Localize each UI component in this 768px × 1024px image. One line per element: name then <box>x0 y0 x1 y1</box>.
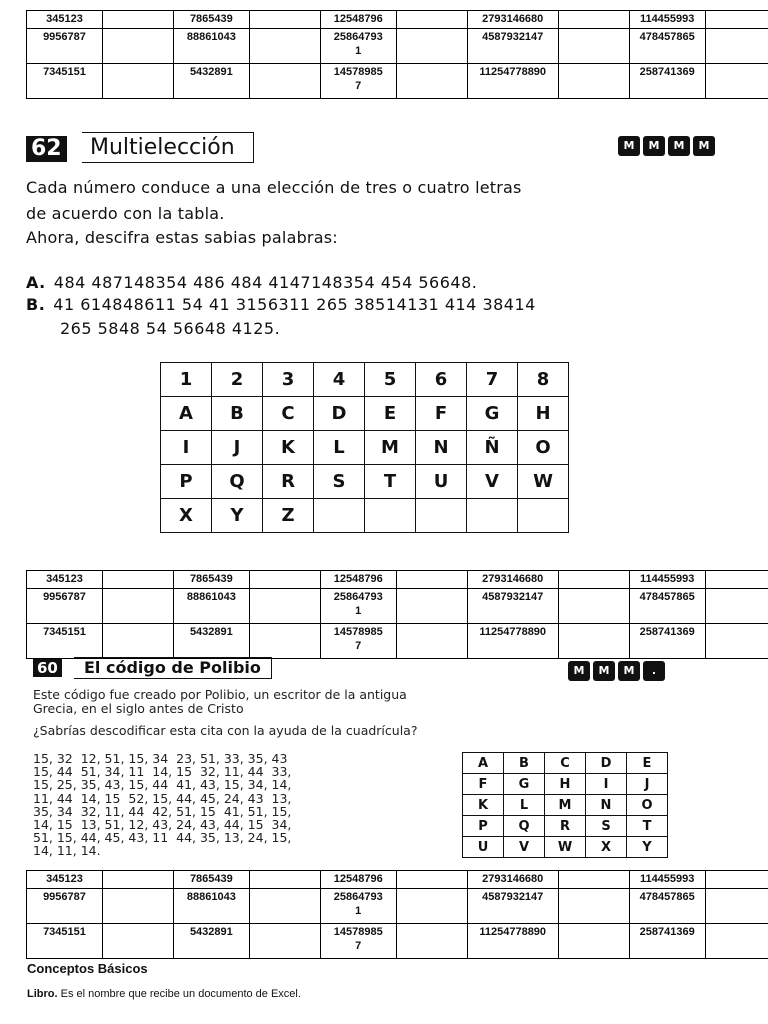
difficulty-icon: M <box>618 136 640 156</box>
grid-cell: E <box>365 397 416 431</box>
intro-line-3: Ahora, descifra estas sabias palabras: <box>26 228 338 247</box>
grid-cell: V <box>467 465 518 499</box>
table-cell: 11254778890 <box>467 64 558 99</box>
table-cell: 88861043 <box>173 889 249 924</box>
table-cell <box>558 889 629 924</box>
table-row <box>27 571 768 589</box>
difficulty-icon: M <box>643 136 665 156</box>
grid-cell <box>416 499 467 533</box>
table-cell <box>558 64 629 99</box>
grid-row <box>463 753 668 774</box>
table-cell <box>249 29 320 64</box>
table-cell: 7865439 <box>173 571 249 589</box>
grid-cell: K <box>263 431 314 465</box>
grid-cell: T <box>365 465 416 499</box>
table-row <box>27 924 768 959</box>
table-cell: 14578985 7 <box>320 924 396 959</box>
table-cell: 4587932147 <box>467 889 558 924</box>
grid-cell: A <box>463 753 504 774</box>
grid-cell: 4 <box>314 363 365 397</box>
code-line: 15, 32 12, 51, 15, 34 23, 51, 33, 35, 43 <box>33 751 288 766</box>
grid-cell: R <box>263 465 314 499</box>
grid-cell: L <box>504 795 545 816</box>
grid-cell <box>467 499 518 533</box>
table-cell <box>558 871 629 889</box>
grid-cell: I <box>586 774 627 795</box>
grid-row <box>463 774 668 795</box>
table-row <box>27 871 768 889</box>
number-table-2 <box>26 570 768 659</box>
table-cell: 5432891 <box>173 64 249 99</box>
table-cell <box>102 29 173 64</box>
grid-cell: A <box>161 397 212 431</box>
grid-cell: V <box>504 837 545 858</box>
grid-cell: R <box>545 816 586 837</box>
table-cell: 478457865 <box>629 589 705 624</box>
table-cell <box>558 924 629 959</box>
table-cell <box>705 11 768 29</box>
grid-row <box>463 816 668 837</box>
table-cell: 345123 <box>27 11 103 29</box>
table-cell <box>558 571 629 589</box>
code-line: 51, 15, 44, 45, 43, 11 44, 35, 13, 24, 15, <box>33 830 292 846</box>
grid-cell: I <box>161 431 212 465</box>
difficulty-icons-60 <box>568 661 665 681</box>
table-cell: 12548796 <box>320 11 396 29</box>
table-cell <box>102 64 173 99</box>
intro-line-1: Cada número conduce a una elección de tres o cuatro letras <box>26 178 522 197</box>
grid-cell: M <box>365 431 416 465</box>
table-cell <box>396 11 467 29</box>
code-b-continued: 265 5848 54 56648 4125. <box>60 319 281 338</box>
table-cell <box>705 29 768 64</box>
difficulty-icon: . <box>643 661 665 681</box>
grid-cell: Y <box>212 499 263 533</box>
table-cell: 478457865 <box>629 889 705 924</box>
letter-grid-62 <box>160 362 569 533</box>
grid-row <box>161 397 569 431</box>
table-cell <box>102 871 173 889</box>
table-cell <box>396 589 467 624</box>
table-cell <box>249 889 320 924</box>
table-cell: 9956787 <box>27 29 103 64</box>
grid-row <box>463 795 668 816</box>
table-cell <box>249 571 320 589</box>
grid-cell: N <box>416 431 467 465</box>
grid-row <box>463 837 668 858</box>
table-cell: 7345151 <box>27 624 103 659</box>
table-cell <box>705 624 768 659</box>
table-cell <box>705 589 768 624</box>
exercise-number-badge-60: 60 <box>33 659 62 677</box>
table-cell: 11254778890 <box>467 924 558 959</box>
number-table-3 <box>26 870 768 959</box>
grid-cell: C <box>263 397 314 431</box>
table-cell: 478457865 <box>629 29 705 64</box>
grid-cell: B <box>212 397 263 431</box>
grid-cell: P <box>463 816 504 837</box>
table-cell <box>558 29 629 64</box>
grid-cell: W <box>545 837 586 858</box>
table-cell <box>705 571 768 589</box>
definition-text: Es el nombre que recibe un documento de Excel. <box>57 988 301 1000</box>
grid-cell: Y <box>627 837 668 858</box>
table-cell <box>396 571 467 589</box>
table-cell: 7865439 <box>173 871 249 889</box>
code-b <box>26 294 536 316</box>
exercise-title-60: El código de Polibio <box>74 657 272 679</box>
grid-cell <box>314 499 365 533</box>
grid-cell: B <box>504 753 545 774</box>
table-cell: 12548796 <box>320 871 396 889</box>
table-cell <box>396 624 467 659</box>
table-cell <box>249 64 320 99</box>
table-cell: 14578985 7 <box>320 624 396 659</box>
table-cell <box>396 871 467 889</box>
table-cell <box>249 11 320 29</box>
code-a-text: 484 487148354 486 484 4147148354 454 56648. <box>53 273 478 292</box>
table-cell: 5432891 <box>173 624 249 659</box>
grid-cell: 7 <box>467 363 518 397</box>
polybius-code <box>33 752 291 858</box>
table-cell: 345123 <box>27 871 103 889</box>
table-cell: 9956787 <box>27 889 103 924</box>
difficulty-icons <box>618 136 715 156</box>
grid-row <box>161 465 569 499</box>
table-cell: 88861043 <box>173 589 249 624</box>
intro-line-2: de acuerdo con la tabla. <box>26 204 225 223</box>
definition-term: Libro. <box>27 988 58 1000</box>
code-line: 14, 15 13, 51, 12, 43, 24, 43, 44, 15 34, <box>33 817 292 833</box>
code-line: 11, 44 14, 15 52, 15, 44, 45, 24, 43 13, <box>33 790 292 806</box>
table-cell: 114455993 <box>629 571 705 589</box>
grid-cell: D <box>314 397 365 431</box>
difficulty-icon: M <box>593 661 615 681</box>
table-cell <box>249 871 320 889</box>
grid-cell <box>518 499 569 533</box>
grid-cell: U <box>416 465 467 499</box>
table-cell <box>102 889 173 924</box>
table-cell: 5432891 <box>173 924 249 959</box>
table-cell <box>558 11 629 29</box>
table-cell <box>102 11 173 29</box>
table-cell <box>102 589 173 624</box>
table-cell: 25864793 1 <box>320 29 396 64</box>
grid-cell: T <box>627 816 668 837</box>
table-row <box>27 889 768 924</box>
table-cell: 11254778890 <box>467 624 558 659</box>
grid-cell: Ñ <box>467 431 518 465</box>
table-cell <box>705 64 768 99</box>
grid-cell: S <box>314 465 365 499</box>
table-cell: 114455993 <box>629 871 705 889</box>
grid-cell: 6 <box>416 363 467 397</box>
table-cell: 2793146680 <box>467 571 558 589</box>
table-cell <box>558 589 629 624</box>
grid-cell: N <box>586 795 627 816</box>
grid-cell: F <box>416 397 467 431</box>
grid-cell: P <box>161 465 212 499</box>
grid-cell: S <box>586 816 627 837</box>
table-row <box>27 589 768 624</box>
exercise-title: Multielección <box>82 132 254 163</box>
table-cell <box>396 889 467 924</box>
grid-cell: G <box>467 397 518 431</box>
difficulty-icon: M <box>568 661 590 681</box>
table-row <box>27 64 768 99</box>
grid-cell: U <box>463 837 504 858</box>
table-cell: 7345151 <box>27 924 103 959</box>
table-cell: 14578985 7 <box>320 64 396 99</box>
table-cell: 2793146680 <box>467 871 558 889</box>
exercise-number-badge: 62 <box>26 136 67 162</box>
code-line: 14, 11, 14. <box>33 843 101 859</box>
grid-cell: G <box>504 774 545 795</box>
grid-row <box>161 431 569 465</box>
grid-cell <box>365 499 416 533</box>
table-cell: 258741369 <box>629 64 705 99</box>
code-line: 35, 34 32, 11, 44 42, 51, 15 41, 51, 15, <box>33 803 292 819</box>
table-cell: 114455993 <box>629 11 705 29</box>
grid-cell: J <box>212 431 263 465</box>
intro-60-line-2: Grecia, en el siglo antes de Cristo <box>33 701 244 716</box>
table-cell <box>396 64 467 99</box>
grid-cell: 5 <box>365 363 416 397</box>
grid-cell: J <box>627 774 668 795</box>
table-cell: 25864793 1 <box>320 589 396 624</box>
table-cell: 2793146680 <box>467 11 558 29</box>
grid-cell: H <box>518 397 569 431</box>
table-cell <box>102 924 173 959</box>
table-cell: 88861043 <box>173 29 249 64</box>
table-row <box>27 624 768 659</box>
table-cell: 7345151 <box>27 64 103 99</box>
table-cell: 7865439 <box>173 11 249 29</box>
grid-cell: O <box>627 795 668 816</box>
table-cell: 4587932147 <box>467 29 558 64</box>
grid-cell: 1 <box>161 363 212 397</box>
question-60: ¿Sabrías descodificar esta cita con la ayuda de la cuadrícula? <box>33 723 418 738</box>
grid-cell: E <box>627 753 668 774</box>
table-cell <box>705 871 768 889</box>
grid-cell: 2 <box>212 363 263 397</box>
table-row <box>27 29 768 64</box>
number-table-1 <box>26 10 768 99</box>
grid-cell: M <box>545 795 586 816</box>
code-line: 15, 44 51, 34, 11 14, 15 32, 11, 44 33, <box>33 764 292 780</box>
difficulty-icon: M <box>668 136 690 156</box>
grid-row <box>161 363 569 397</box>
section-heading: Conceptos Básicos <box>27 961 148 976</box>
table-cell <box>396 29 467 64</box>
table-cell <box>705 924 768 959</box>
table-cell <box>558 624 629 659</box>
table-cell <box>102 624 173 659</box>
code-a <box>26 272 477 294</box>
table-cell: 25864793 1 <box>320 889 396 924</box>
table-cell: 9956787 <box>27 589 103 624</box>
intro-60-line-1: Este código fue creado por Polibio, un escritor de la antigua <box>33 687 407 702</box>
table-cell <box>102 571 173 589</box>
table-cell <box>396 924 467 959</box>
grid-cell: D <box>586 753 627 774</box>
grid-cell: 3 <box>263 363 314 397</box>
grid-cell: L <box>314 431 365 465</box>
table-cell <box>705 889 768 924</box>
code-b-label: B. <box>26 295 46 314</box>
grid-cell: K <box>463 795 504 816</box>
grid-cell: F <box>463 774 504 795</box>
table-cell: 4587932147 <box>467 589 558 624</box>
grid-cell: C <box>545 753 586 774</box>
grid-row <box>161 499 569 533</box>
grid-cell: Q <box>212 465 263 499</box>
grid-cell: 8 <box>518 363 569 397</box>
grid-cell: O <box>518 431 569 465</box>
table-cell: 12548796 <box>320 571 396 589</box>
code-b-text-1: 41 614848611 54 41 3156311 265 38514131 414 38414 <box>53 295 536 314</box>
difficulty-icon: M <box>618 661 640 681</box>
code-a-label: A. <box>26 273 46 292</box>
grid-cell: H <box>545 774 586 795</box>
table-cell <box>249 924 320 959</box>
difficulty-icon: M <box>693 136 715 156</box>
grid-cell: X <box>161 499 212 533</box>
grid-cell: Z <box>263 499 314 533</box>
grid-cell: Q <box>504 816 545 837</box>
code-line: 15, 25, 35, 43, 15, 44 41, 43, 15, 34, 14, <box>33 777 292 793</box>
table-cell <box>249 624 320 659</box>
table-cell: 345123 <box>27 571 103 589</box>
table-cell: 258741369 <box>629 624 705 659</box>
table-cell <box>249 589 320 624</box>
grid-cell: X <box>586 837 627 858</box>
table-cell: 258741369 <box>629 924 705 959</box>
polybius-grid <box>462 752 668 858</box>
table-row <box>27 11 768 29</box>
definition-libro <box>27 988 301 1000</box>
grid-cell: W <box>518 465 569 499</box>
